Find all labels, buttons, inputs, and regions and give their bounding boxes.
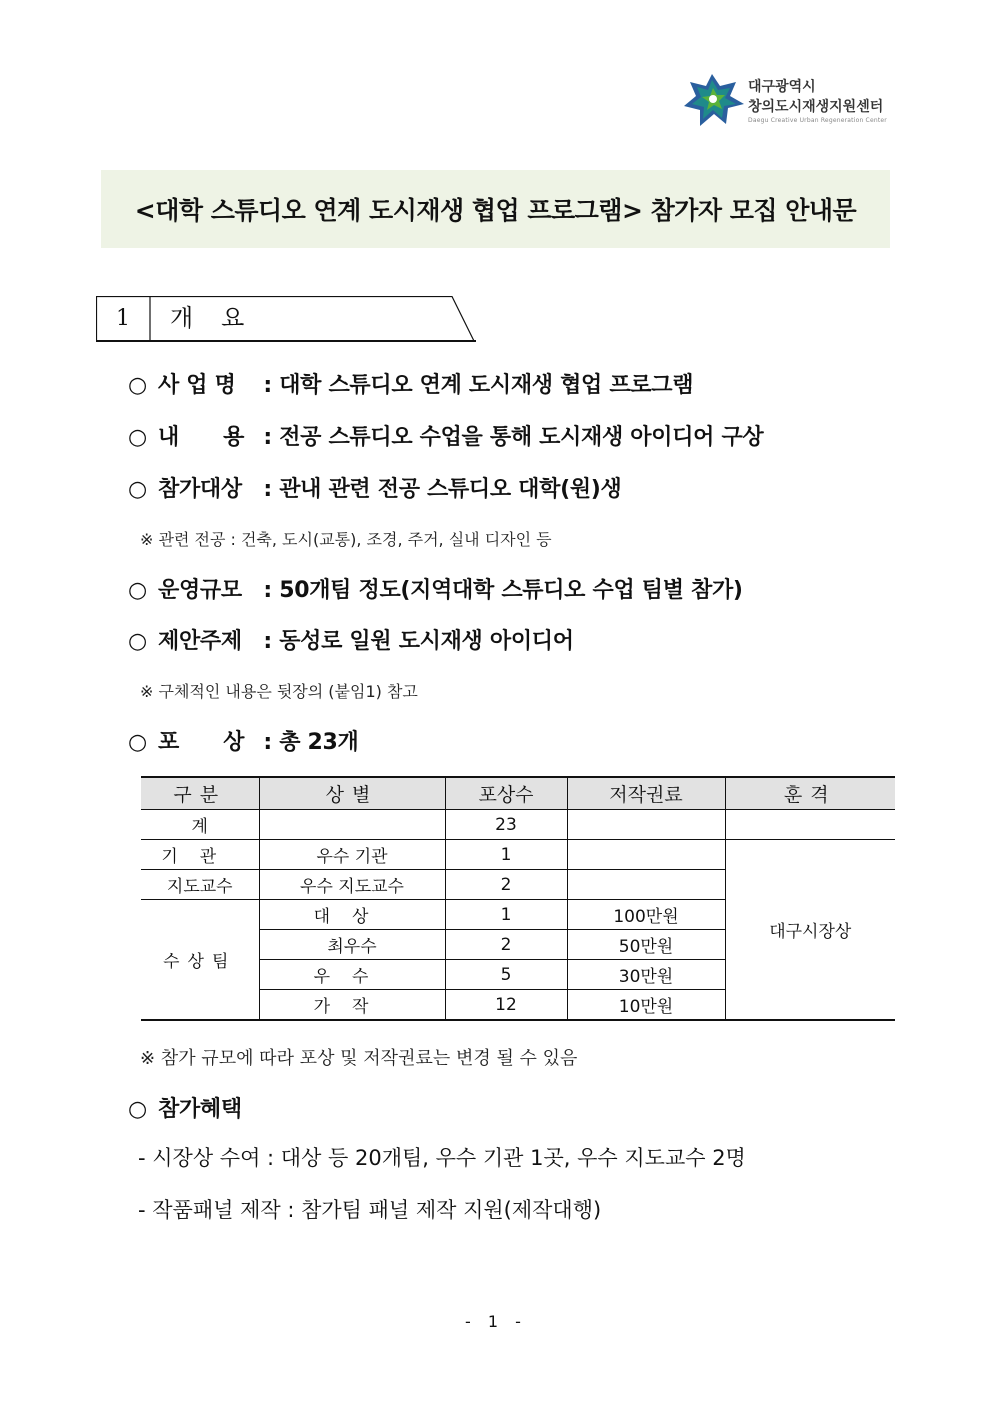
cell-category: 수상팀 — [141, 900, 259, 1021]
section-header-frame — [96, 296, 476, 342]
section-title: 개요 — [170, 304, 273, 332]
cell-honor-empty — [725, 810, 895, 840]
benefit-award: - 시장상 수여 : 대상 등 20개팀, 우수 기관 1곳, 우수 지도교수 2명 — [138, 1146, 746, 1170]
item-benefits — [128, 1092, 242, 1123]
circle-bullet-icon: ○ — [128, 578, 147, 603]
header-royalty: 저작권료 — [567, 777, 725, 810]
table-row — [141, 810, 895, 840]
cell-count: 2 — [445, 870, 567, 900]
item-separator: : — [256, 373, 280, 398]
item-value: 전공 스튜디오 수업을 통해 도시재생 아이디어 구상 — [279, 425, 764, 450]
item-label: 참가혜택 — [158, 1097, 242, 1122]
cell-royalty — [567, 810, 725, 840]
cell-count: 5 — [445, 960, 567, 990]
cell-award-type: 우수 기관 — [259, 840, 445, 870]
star-map-icon — [682, 70, 746, 130]
cell-category: 기관 — [141, 840, 259, 870]
item-separator: : — [256, 477, 280, 502]
item-separator: : — [256, 629, 280, 654]
cell-royalty: 10만원 — [567, 990, 725, 1021]
logo-text-center: 창의도시재생지원센터 — [748, 99, 884, 115]
cell-count: 12 — [445, 990, 567, 1021]
cell-count: 2 — [445, 930, 567, 960]
cell-category: 지도교수 — [141, 870, 259, 900]
note-details: ※ 구체적인 내용은 뒷장의 (붙임1) 참고 — [140, 682, 418, 701]
item-value: 대학 스튜디오 연계 도시재생 협업 프로그램 — [279, 373, 694, 398]
cell-count: 23 — [445, 810, 567, 840]
logo-text-english: Daegu Creative Urban Regeneration Center — [748, 117, 887, 124]
cell-award-type: 우수 — [259, 960, 445, 990]
cell-count: 1 — [445, 900, 567, 930]
cell-award-type: 우수 지도교수 — [259, 870, 445, 900]
circle-bullet-icon: ○ — [128, 477, 147, 502]
item-label: 내 용 — [158, 425, 245, 450]
item-value: 총 23개 — [279, 730, 359, 755]
item-value: 동성로 일원 도시재생 아이디어 — [279, 629, 574, 654]
item-label: 제안주제 — [158, 629, 242, 654]
cell-award-type: 최우수 — [259, 930, 445, 960]
document-title-box — [101, 170, 890, 248]
cell-honor: 대구시장상 — [725, 840, 895, 1021]
cell-award-type — [259, 810, 445, 840]
page-number: - 1 - — [465, 1312, 527, 1331]
circle-bullet-icon: ○ — [128, 730, 147, 755]
header-honor: 훈격 — [725, 777, 895, 810]
item-content — [128, 420, 763, 451]
item-label: 포 상 — [158, 730, 245, 755]
item-separator: : — [256, 730, 280, 755]
item-value: 관내 관련 전공 스튜디오 대학(원)생 — [279, 477, 622, 502]
cell-royalty — [567, 870, 725, 900]
cell-award-type: 가작 — [259, 990, 445, 1021]
circle-bullet-icon: ○ — [128, 1097, 147, 1122]
center-logo — [682, 70, 902, 130]
cell-royalty: 30만원 — [567, 960, 725, 990]
circle-bullet-icon: ○ — [128, 373, 147, 398]
document-title: <대학 스튜디오 연계 도시재생 협업 프로그램> 참가자 모집 안내문 — [134, 196, 857, 225]
item-separator: : — [256, 425, 280, 450]
awards-table — [141, 776, 895, 1021]
item-label: 사 업 명 — [158, 373, 236, 398]
item-topic — [128, 624, 574, 655]
item-label: 운영규모 — [158, 578, 242, 603]
circle-bullet-icon: ○ — [128, 425, 147, 450]
logo-text-city: 대구광역시 — [748, 79, 816, 95]
item-separator: : — [256, 578, 280, 603]
cell-category: 계 — [141, 810, 259, 840]
circle-bullet-icon: ○ — [128, 629, 147, 654]
note-related-majors: ※ 관련 전공 : 건축, 도시(교통), 조경, 주거, 실내 디자인 등 — [140, 530, 552, 549]
cell-award-type: 대상 — [259, 900, 445, 930]
header-award-type: 상별 — [259, 777, 445, 810]
table-header-row — [141, 777, 895, 810]
item-project-name — [128, 368, 693, 399]
header-award-count: 포상수 — [445, 777, 567, 810]
cell-count: 1 — [445, 840, 567, 870]
table-row — [141, 840, 895, 870]
benefit-panel: - 작품패널 제작 : 참가팀 패널 제작 지원(제작대행) — [138, 1198, 602, 1222]
item-label: 참가대상 — [158, 477, 242, 502]
cell-royalty: 100만원 — [567, 900, 725, 930]
section-number: 1 — [116, 306, 130, 331]
header-category: 구분 — [141, 777, 259, 810]
item-awards — [128, 725, 359, 756]
item-value: 50개팀 정도(지역대학 스튜디오 수업 팀별 참가) — [279, 578, 743, 603]
note-change-notice: ※ 참가 규모에 따라 포상 및 저작권료는 변경 될 수 있음 — [140, 1048, 578, 1069]
cell-royalty — [567, 840, 725, 870]
section-header — [96, 296, 476, 342]
item-scale — [128, 573, 743, 604]
cell-royalty: 50만원 — [567, 930, 725, 960]
item-target — [128, 472, 622, 503]
